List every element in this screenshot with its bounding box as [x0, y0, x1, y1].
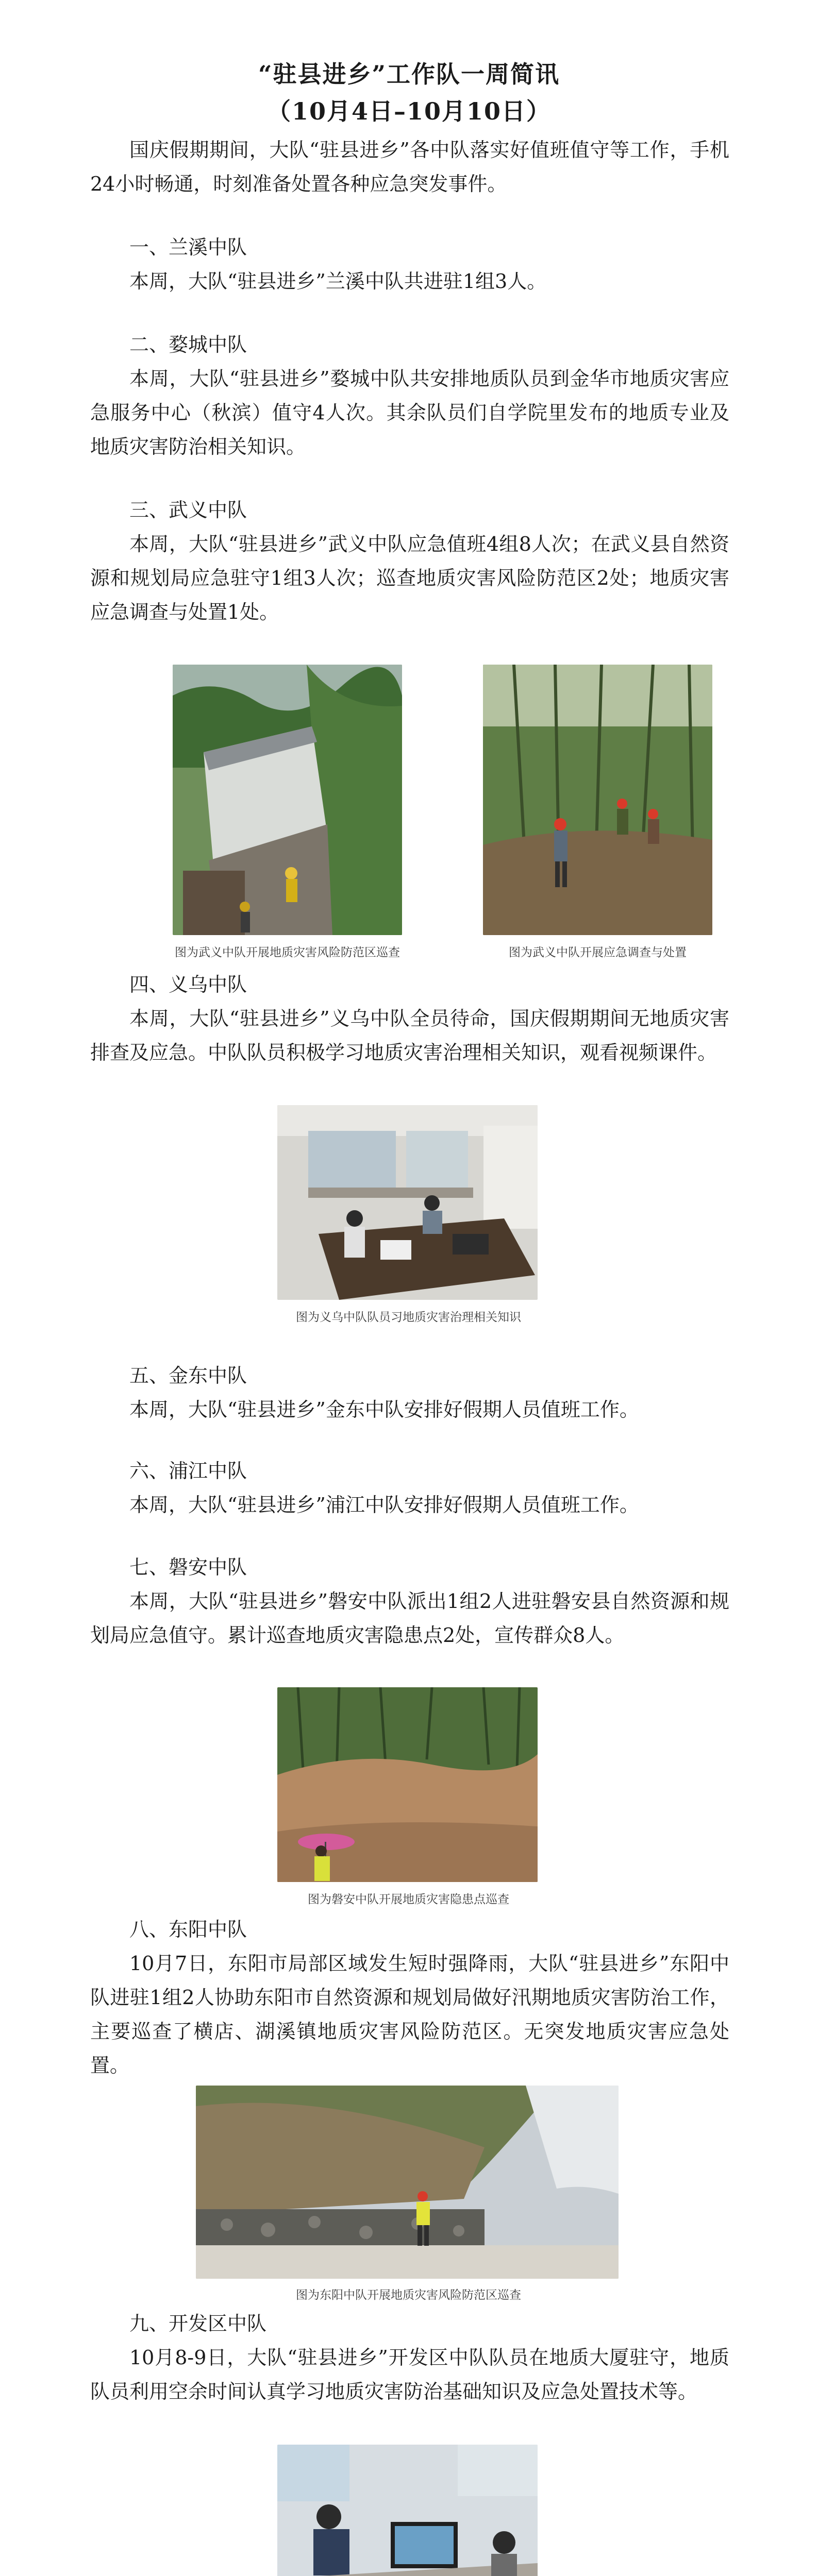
page-title: “驻县进乡”工作队一周简讯 [258, 60, 560, 88]
section-body-dongyang: 10月7日，东阳市局部区域发生短时强降雨，大队“驻县进乡”东阳中队进驻1组2人协助东阳市自然资源和规划局做好汛期地质灾害防治工作，主要巡查了横店、湖溪镇地质灾害风险防范区。无突发地质灾害应急处置。 [90, 1952, 729, 2077]
section-body-pujiang: 本周，大队“驻县进乡”浦江中队安排好假期人员值班工作。 [129, 1494, 639, 1516]
section-body-yiwu: 本周，大队“驻县进乡”义乌中队全员待命，国庆假期期间无地质灾害排查及应急。中队队员积极学习地质灾害治理相关知识，观看视频课件。 [90, 1007, 729, 1064]
section-heading-lanxi: 一、兰溪中队 [129, 236, 247, 259]
section-heading-wucheng: 二、婺城中队 [129, 333, 247, 356]
photo-kaifaqu-study [277, 2445, 538, 2576]
section-heading-jindong: 五、金东中队 [129, 1364, 247, 1387]
photo-dongyang-patrol [196, 2086, 619, 2279]
section-heading-pujiang: 六、浦江中队 [129, 1460, 247, 1482]
photo-yiwu-study-image [277, 1105, 538, 1300]
section-heading-kaifaqu: 九、开发区中队 [129, 2312, 267, 2335]
section-body-jindong: 本周，大队“驻县进乡”金东中队安排好假期人员值班工作。 [129, 1398, 639, 1421]
photo-wuyi-emergency [483, 665, 712, 935]
section-body-panan: 本周，大队“驻县进乡”磐安中队派出1组2人进驻磐安县自然资源和规划局应急值守。累计巡查地质灾害隐患点2处，宣传群众8人。 [90, 1590, 729, 1647]
photo-panan-patrol [277, 1687, 538, 1882]
photo-wuyi-risk-patrol-image [173, 665, 402, 935]
section-heading-panan: 七、磐安中队 [129, 1556, 247, 1579]
section-body-lanxi: 本周，大队“驻县进乡”兰溪中队共进驻1组3人。 [129, 270, 547, 293]
photo-dongyang-patrol-image [196, 2086, 619, 2279]
caption-dongyang: 图为东阳中队开展地质灾害风险防范区巡查 [296, 2289, 521, 2302]
section-body-wuyi: 本周，大队“驻县进乡”武义中队应急值班4组8人次；在武义县自然资源和规划局应急驻守1组3人次；巡查地质灾害风险防范区2处；地质灾害应急调查与处置1处。 [90, 533, 729, 623]
caption-yiwu: 图为义乌中队队员习地质灾害治理相关知识 [296, 1311, 521, 1324]
section-body-wucheng: 本周，大队“驻县进乡”婺城中队共安排地质队员到金华市地质灾害应急服务中心（秋滨）值守4人次。其余队员们自学院里发布的地质专业及地质灾害防治相关知识。 [90, 367, 729, 458]
caption-panan: 图为磐安中队开展地质灾害隐患点巡查 [308, 1893, 509, 1906]
photo-wuyi-emergency-image [483, 665, 712, 935]
intro-paragraph: 国庆假期期间，大队“驻县进乡”各中队落实好值班值守等工作，手机24小时畅通，时刻准备处置各种应急突发事件。 [90, 139, 729, 195]
photo-kaifaqu-study-image [277, 2445, 538, 2576]
section-body-kaifaqu: 10月8-9日，大队“驻县进乡”开发区中队队员在地质大厦驻守，地质队员利用空余时间认真学习地质灾害防治基础知识及应急处置技术等。 [90, 2346, 729, 2403]
photo-yiwu-study [277, 1105, 538, 1300]
photo-panan-patrol-image [277, 1687, 538, 1882]
section-heading-dongyang: 八、东阳中队 [129, 1918, 247, 1941]
section-heading-yiwu: 四、义乌中队 [129, 973, 247, 996]
caption-wuyi-1: 图为武义中队开展地质灾害风险防范区巡查 [175, 946, 400, 959]
page-subtitle: （10月4日–10月10日） [266, 97, 552, 125]
section-heading-wuyi: 三、武义中队 [129, 499, 247, 521]
caption-wuyi-2: 图为武义中队开展应急调查与处置 [509, 946, 687, 959]
photo-wuyi-risk-patrol [173, 665, 402, 935]
